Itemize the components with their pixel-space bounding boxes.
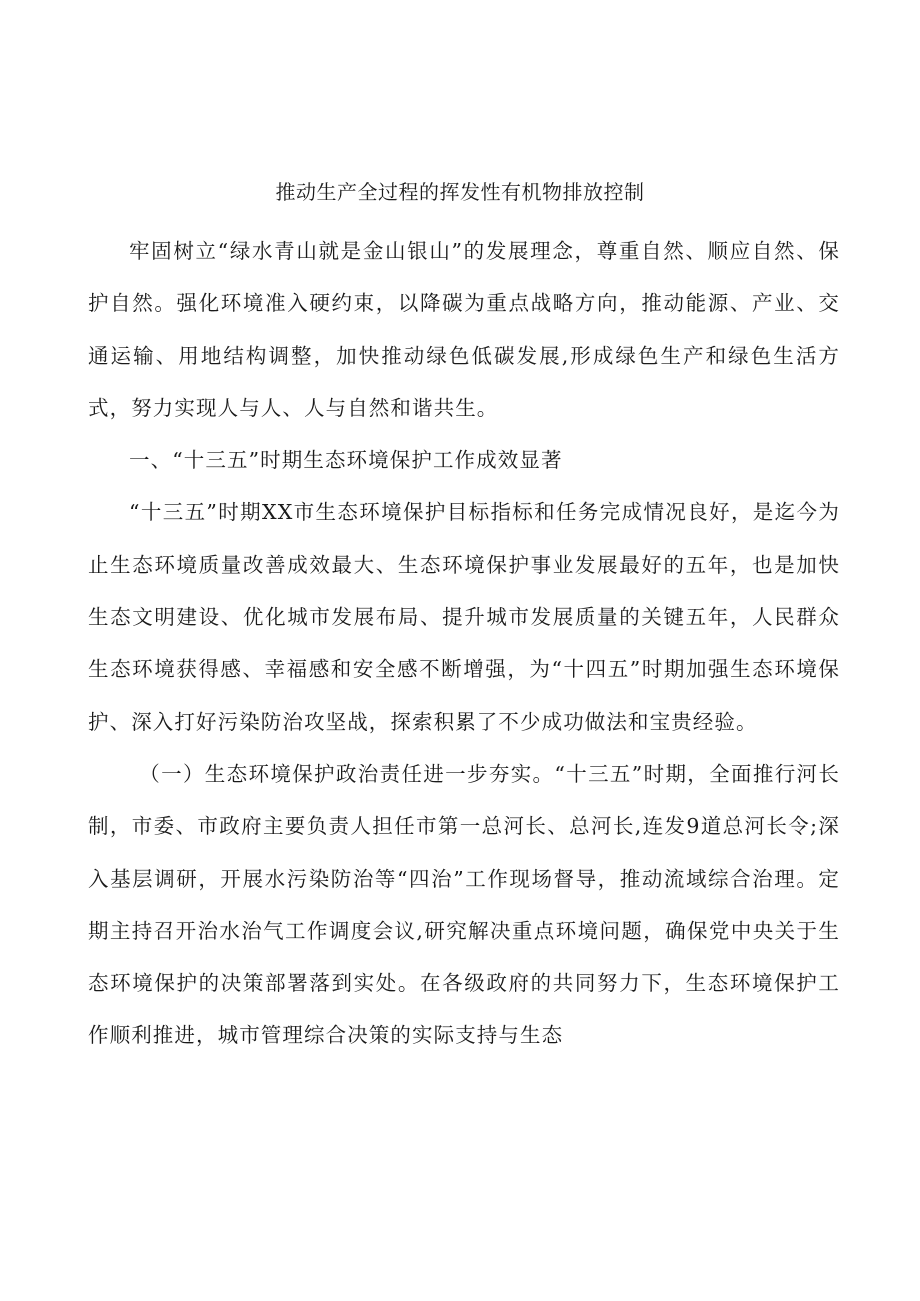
intro-paragraph: 牢固树立“绿水青山就是金山银山”的发展理念，尊重自然、顺应自然、保护自然。强化环境准入硬约束，以降碳为重点战略方向，推动能源、产业、交通运输、用地结构调整，加快推动绿色低碳发展,形成绿色生产和绿色生活方式，努力实现人与人、人与自然和谐共生。 — [88, 239, 840, 420]
subsection-paragraph: （一）生态环境保护政治责任进一步夯实。“十三五”时期，全面推行河长制，市委、市政府主要负责人担任市第一总河长、总河长,连发9道总河长令;深入基层调研，开展水污染防治等“四治”工作现场督导，推动流域综合治理。定期主持召开治水治气工作调度会议,研究解决重点环境问题，确保党中央关于生态环境保护的决策部署落到实处。在各级政府的共同努力下，生态环境保护工作顺利推进，城市管理综合决策的实际支持与生态 — [88, 761, 840, 1048]
document-body — [88, 225, 840, 1062]
section-heading: 一、“十三五”时期生态环境保护工作成效显著 — [129, 448, 563, 473]
section-paragraph: “十三五”时期XX市生态环境保护目标指标和任务完成情况良好，是迄今为止生态环境质量改善成效最大、生态环境保护事业发展最好的五年，也是加快生态文明建设、优化城市发展布局、提升城市发展质量的关键五年，人民群众生态环境获得感、幸福感和安全感不断增强，为“十四五”时期加强生态环境保护、深入打好污染防治攻坚战，探索积累了不少成功做法和宝贵经验。 — [88, 500, 840, 734]
document-title: 推动生产全过程的挥发性有机物排放控制 — [275, 180, 645, 204]
